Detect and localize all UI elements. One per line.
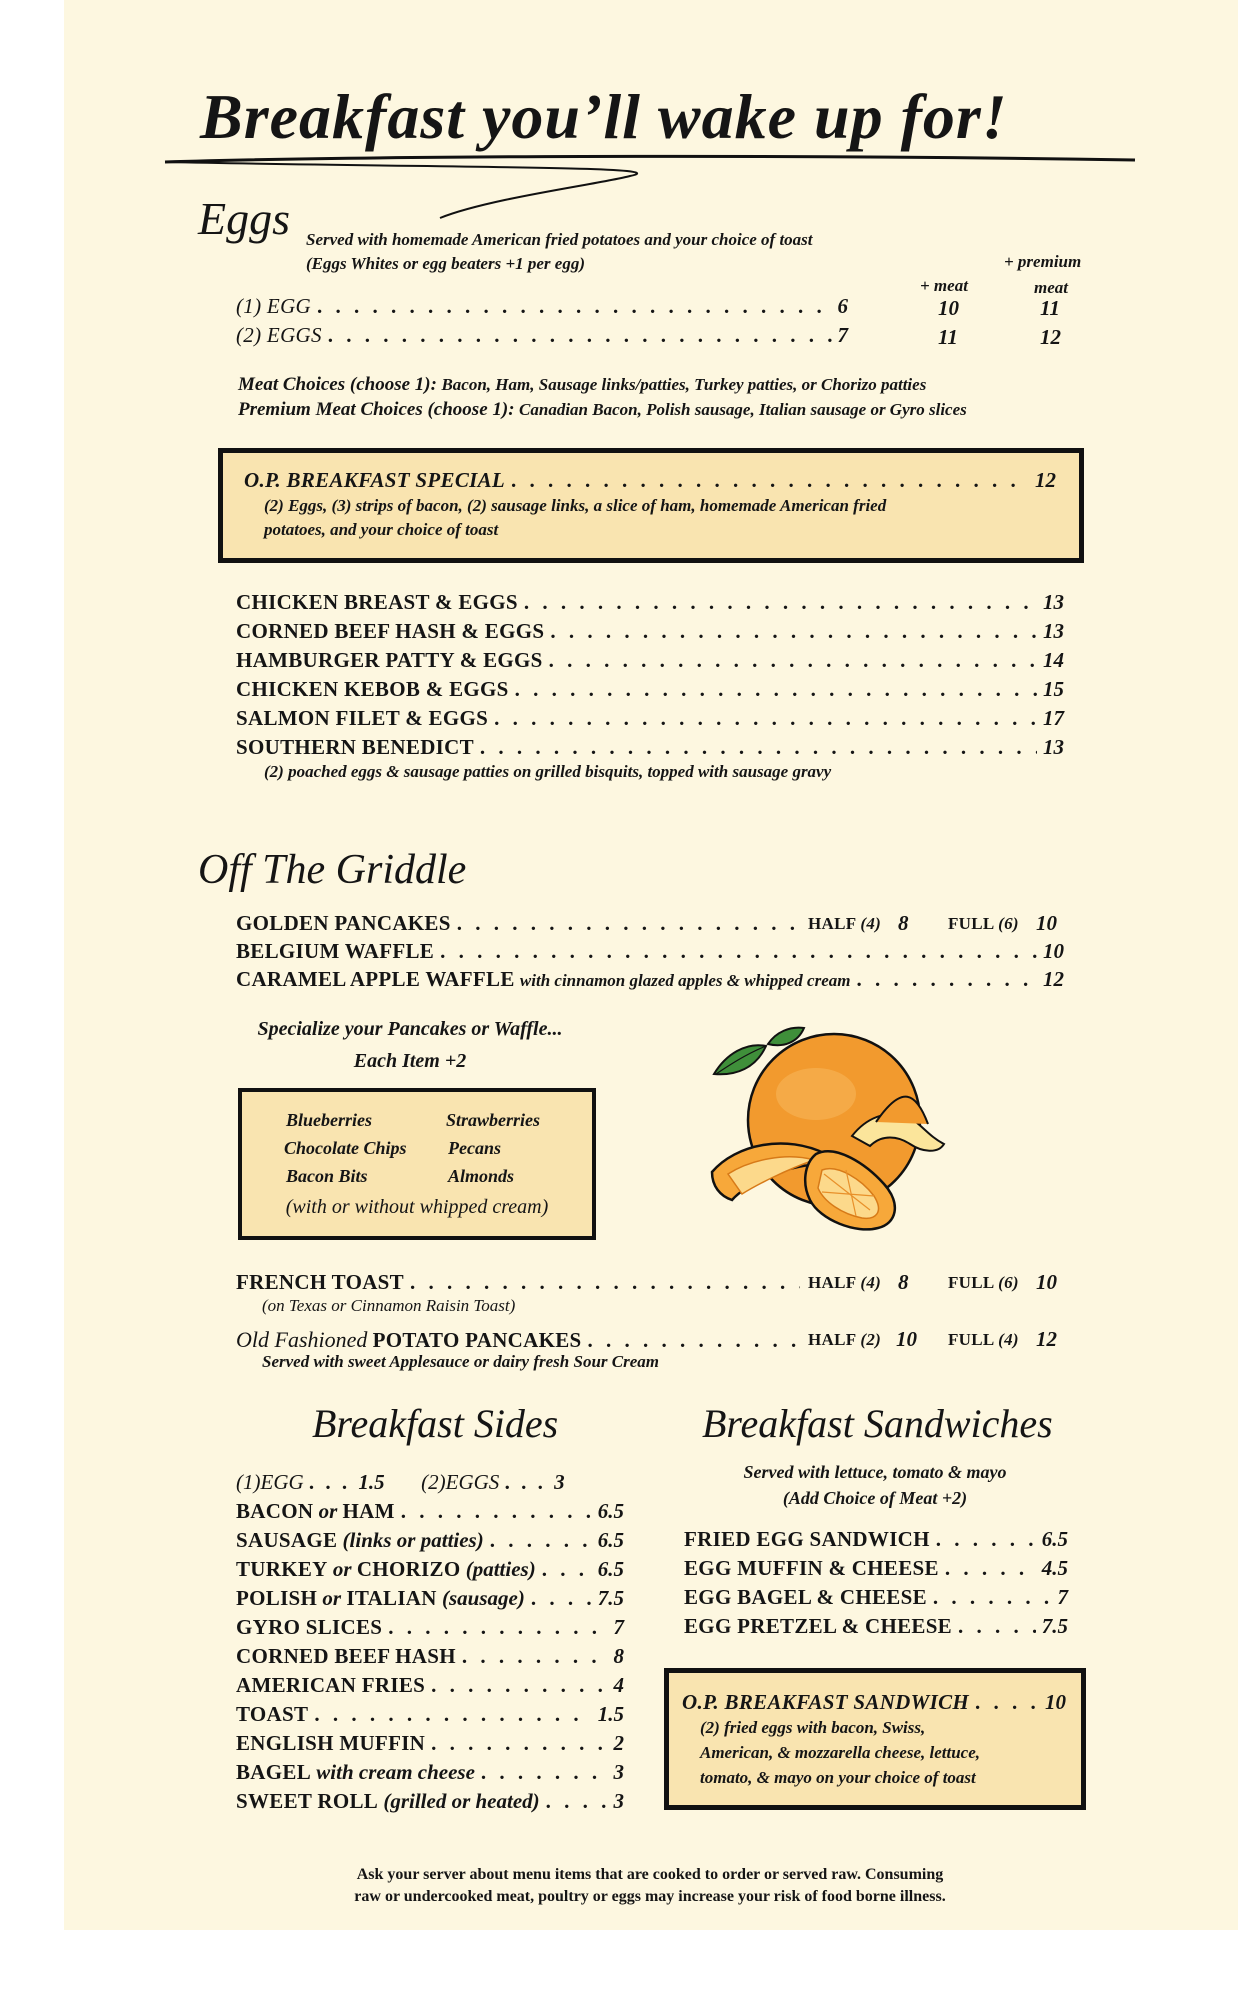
- eggs-description: Served with homemade American fried potatoes and your choice of toast: [306, 230, 813, 249]
- specialize-heading: Specialize your Pancakes or Waffle...: [257, 1018, 563, 1040]
- sides-heading: Breakfast Sides: [312, 1401, 559, 1446]
- menu-item-belgium-waffle: [236, 939, 1064, 964]
- two-eggs-meat-price: 11: [938, 325, 958, 349]
- item-name: (2) EGGS: [236, 323, 322, 347]
- meat-choices: [238, 374, 926, 396]
- side-two-eggs-price: 3: [554, 1470, 565, 1494]
- menu-item-one-egg: [236, 294, 848, 319]
- french-toast-half-price: 8: [898, 1270, 909, 1294]
- premium-choices-label: Premium Meat Choices (choose 1):: [238, 399, 515, 420]
- side-bacon-ham: BACON or HAM . . . 6.5: [236, 1499, 624, 1524]
- side-sausage: SAUSAGE (links or patties) . . . 6.5: [236, 1528, 624, 1553]
- premium-meat-choices: [238, 399, 967, 421]
- item-name: O.P. BREAKFAST SPECIAL: [244, 468, 506, 492]
- griddle-heading: Off The Griddle: [198, 847, 467, 893]
- item-price: 7: [837, 323, 848, 347]
- potato-pancakes-full: FULL (4): [948, 1330, 1019, 1349]
- side-turkey-chorizo: TURKEY or CHORIZO (patties) . . . 6.5: [236, 1557, 624, 1582]
- menu-item-southern-benedict: [236, 735, 1064, 760]
- sides-eggs-row: (1)EGG . . . 1.5 (2)EGGS . . . 3: [236, 1470, 565, 1494]
- side-two-eggs: (2)EGGS: [421, 1470, 500, 1494]
- item-name: CHICKEN BREAST & EGGS: [236, 590, 518, 614]
- side-corned-beef-hash: CORNED BEEF HASH . . . 8: [236, 1644, 624, 1669]
- item-price: 6.5: [597, 1557, 624, 1581]
- item-name: FRENCH TOAST: [236, 1270, 404, 1294]
- potato-pancakes-description: Served with sweet Applesauce or dairy fresh Sour Cream: [262, 1352, 659, 1371]
- item-price: 13: [1043, 619, 1064, 643]
- menu-item-salmon-filet: [236, 706, 1064, 731]
- menu-item-chicken-kebob: [236, 677, 1064, 702]
- side-american-fries: AMERICAN FRIES . . . 4: [236, 1673, 624, 1698]
- topping-almonds: Almonds: [448, 1166, 515, 1186]
- french-toast-full: FULL (6): [948, 1273, 1019, 1292]
- french-toast-half: HALF (4): [808, 1273, 882, 1292]
- pancakes-full-price: 10: [1036, 911, 1057, 935]
- item-price: 6.5: [1041, 1527, 1068, 1551]
- one-egg-premium-price: 11: [1040, 296, 1060, 320]
- item-price: 10: [1043, 939, 1064, 963]
- french-toast-full-price: 10: [1036, 1270, 1057, 1294]
- sandwiches-meat-note: (Add Choice of Meat +2): [782, 1488, 968, 1508]
- orange-illustration: [706, 1024, 966, 1244]
- topping-chocolate-chips: Chocolate Chips: [284, 1138, 407, 1158]
- item-price: 6: [837, 294, 848, 318]
- item-price: 4: [613, 1673, 624, 1697]
- item-price: 15: [1043, 677, 1064, 701]
- item-name: (1) EGG: [236, 294, 311, 318]
- item-name: POTATO PANCAKES: [372, 1328, 582, 1352]
- title-swash: [160, 148, 1140, 228]
- sandwich-special-desc-1: (2) fried eggs with bacon, Swiss,: [700, 1718, 926, 1737]
- item-price: 3: [613, 1789, 624, 1813]
- special-desc-1: (2) Eggs, (3) strips of bacon, (2) sausage links, a slice of ham, homemade American fried: [264, 496, 887, 515]
- menu-title: Breakfast you’ll wake up for!: [200, 81, 1008, 152]
- meat-choices-text: Bacon, Ham, Sausage links/patties, Turkey patties, or Chorizo patties: [441, 375, 927, 394]
- item-prefix: Old Fashioned: [236, 1327, 368, 1352]
- food-safety-notice-1: Ask your server about menu items that are cooked to order or served raw. Consuming: [356, 1866, 944, 1883]
- side-gyro-slices: GYRO SLICES . . . 7: [236, 1615, 624, 1640]
- benedict-description: (2) poached eggs & sausage patties on grilled bisquits, topped with sausage gravy: [264, 762, 832, 781]
- topping-bacon-bits: Bacon Bits: [286, 1166, 368, 1186]
- food-safety-notice-2: raw or undercooked meat, poultry or eggs may increase your risk of food borne illness.: [354, 1888, 946, 1905]
- two-eggs-premium-price: 12: [1040, 325, 1061, 349]
- item-price: 3: [613, 1760, 624, 1784]
- item-price: 13: [1043, 735, 1064, 759]
- side-polish-italian: POLISH or ITALIAN (sausage) . . . 7.5: [236, 1586, 624, 1611]
- sandwich-fried-egg: FRIED EGG SANDWICH . . . 6.5: [684, 1527, 1068, 1552]
- item-name: SALMON FILET & EGGS: [236, 706, 489, 730]
- side-sweet-roll: SWEET ROLL (grilled or heated) . . . 3: [236, 1789, 624, 1814]
- menu-item-chicken-breast: [236, 590, 1064, 615]
- one-egg-meat-price: 10: [938, 296, 959, 320]
- meat-choices-label: Meat Choices (choose 1):: [238, 374, 437, 395]
- menu-item-caramel-apple-waffle: [236, 967, 1064, 992]
- eggs-whites-note: (Eggs Whites or egg beaters +1 per egg): [306, 254, 585, 273]
- item-price: 7.5: [597, 1586, 624, 1610]
- item-price: 6.5: [597, 1499, 624, 1523]
- item-name: BELGIUM WAFFLE: [236, 939, 435, 963]
- col-premium-header: + premium: [1004, 252, 1082, 271]
- item-price: 4.5: [1041, 1556, 1068, 1580]
- pancakes-half: HALF (4): [808, 914, 882, 933]
- premium-choices-text: Canadian Bacon, Polish sausage, Italian sausage or Gyro slices: [519, 400, 967, 419]
- item-price: 1.5: [597, 1702, 624, 1726]
- pancakes-full: FULL (6): [948, 914, 1019, 933]
- menu-item-french-toast: [236, 1270, 806, 1295]
- sandwich-egg-pretzel: EGG PRETZEL & CHEESE . . . 7.5: [684, 1614, 1068, 1639]
- item-name: CORNED BEEF HASH & EGGS: [236, 619, 545, 643]
- item-description: with cinnamon glazed apples & whipped cream: [519, 971, 851, 990]
- pancakes-half-price: 8: [898, 911, 909, 935]
- item-price: 12: [1043, 967, 1064, 991]
- col-meat-header: + meat: [920, 276, 968, 295]
- item-price: 14: [1043, 648, 1064, 672]
- special-desc-2: potatoes, and your choice of toast: [264, 520, 499, 539]
- item-price: 13: [1043, 590, 1064, 614]
- potato-pancakes-half-price: 10: [896, 1327, 917, 1351]
- item-price: 2: [613, 1731, 624, 1755]
- sandwich-egg-muffin: EGG MUFFIN & CHEESE . . . 4.5: [684, 1556, 1068, 1581]
- item-price: 17: [1043, 706, 1064, 730]
- side-toast: TOAST . . . 1.5: [236, 1702, 624, 1727]
- item-price: 7.5: [1041, 1614, 1068, 1638]
- topping-blueberries: Blueberries: [286, 1110, 373, 1130]
- item-name: CARAMEL APPLE WAFFLE: [236, 967, 515, 991]
- side-bagel: BAGEL with cream cheese . . . 3: [236, 1760, 624, 1785]
- item-name: CHICKEN KEBOB & EGGS: [236, 677, 509, 701]
- topping-pecans: Pecans: [448, 1138, 501, 1158]
- op-breakfast-sandwich: O.P. BREAKFAST SANDWICH . . . 10: [682, 1690, 1066, 1715]
- sandwiches-heading: Breakfast Sandwiches: [702, 1401, 1053, 1446]
- item-price: 8: [613, 1644, 624, 1668]
- topping-strawberries: Strawberries: [446, 1110, 541, 1130]
- potato-pancakes-full-price: 12: [1036, 1327, 1057, 1351]
- side-one-egg: (1)EGG: [236, 1470, 304, 1494]
- item-price: 12: [1035, 468, 1056, 492]
- sandwich-special-desc-3: tomato, & mayo on your choice of toast: [700, 1768, 976, 1787]
- menu-item-golden-pancakes: [236, 911, 806, 936]
- side-one-egg-price: 1.5: [358, 1470, 385, 1494]
- item-price: 7: [1057, 1585, 1068, 1609]
- side-english-muffin: ENGLISH MUFFIN . . . 2: [236, 1731, 624, 1756]
- sandwich-egg-bagel: EGG BAGEL & CHEESE . . . 7: [684, 1585, 1068, 1610]
- potato-pancakes-half: HALF (2): [808, 1330, 882, 1349]
- col-premium-header-2: meat: [1034, 278, 1068, 297]
- item-name: HAMBURGER PATTY & EGGS: [236, 648, 543, 672]
- item-price: 7: [613, 1615, 624, 1639]
- item-price: 10: [1045, 1690, 1066, 1714]
- sandwiches-description: Served with lettuce, tomato & mayo: [743, 1462, 1007, 1482]
- menu-item-two-eggs: [236, 323, 848, 348]
- menu-item-hamburger-patty: [236, 648, 1064, 673]
- item-price: 6.5: [597, 1528, 624, 1552]
- menu-item-corned-beef: [236, 619, 1064, 644]
- item-name: GOLDEN PANCAKES: [236, 911, 451, 935]
- item-name: SOUTHERN BENEDICT: [236, 735, 474, 759]
- specialize-price: Each Item +2: [353, 1050, 467, 1072]
- sandwich-special-desc-2: American, & mozzarella cheese, lettuce,: [700, 1743, 980, 1762]
- eggs-heading: Eggs: [198, 193, 290, 244]
- french-toast-description: (on Texas or Cinnamon Raisin Toast): [262, 1296, 516, 1315]
- op-breakfast-special: [244, 468, 1056, 493]
- whipped-cream-note: (with or without whipped cream): [285, 1196, 549, 1218]
